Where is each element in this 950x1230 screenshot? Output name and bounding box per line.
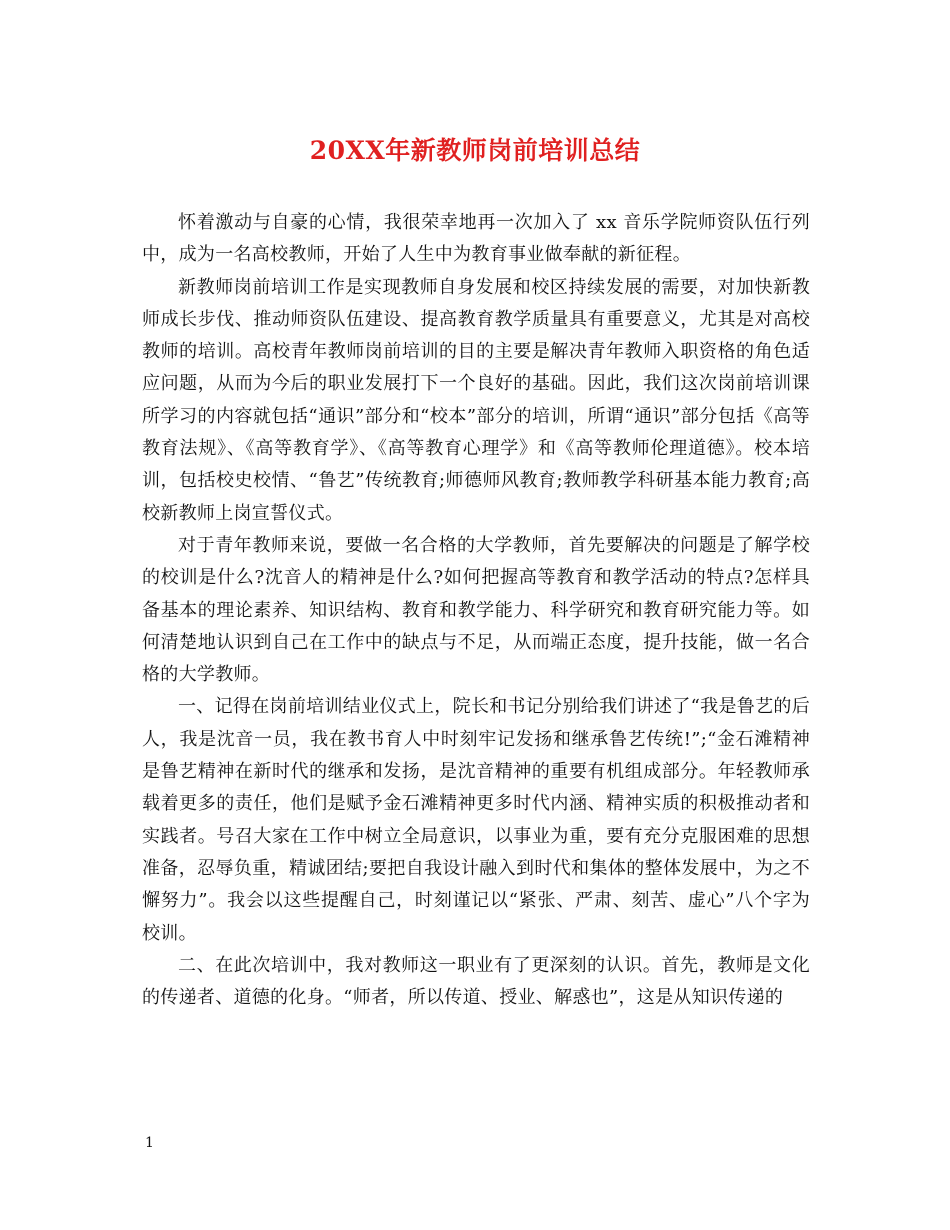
- document-title: 20XX年新教师岗前培训总结: [309, 136, 641, 165]
- paragraph-4: 一、记得在岗前培训结业仪式上，院长和书记分别给我们讲述了“我是鲁艺的后人，我是沈音一员，我在教书育人中时刻牢记发扬和继承鲁艺传统!”;“金石滩精神是鲁艺精神在新时代的继承和发扬，是沈音精神的重要有机组成部分。年轻教师承载着更多的责任，他们是赋予金石滩精神更多时代内涵、精神实质的积极推动者和实践者。号召大家在工作中树立全局意识，以事业为重，要有充分克服困难的思想准备，忍辱负重，精诚团结;要把自我设计融入到时代和集体的整体发展中，为之不懈努力”。我会以这些提醒自己，时刻谨记以“紧张、严肃、刻苦、虚心”八个字为校训。: [142, 696, 810, 944]
- paragraph-3: 对于青年教师来说，要做一名合格的大学教师，首先要解决的问题是了解学校的校训是什么?沈音人的精神是什么?如何把握高等教育和教学活动的特点?怎样具备基本的理论素养、知识结构、教育和教学能力、科学研究和教育研究能力等。如何清楚地认识到自己在工作中的缺点与不足，从而端正态度，提升技能，做一名合格的大学教师。: [142, 534, 810, 686]
- paragraph-2: 新教师岗前培训工作是实现教师自身发展和校区持续发展的需要，对加快新教师成长步伐、推动师资队伍建设、提高教育教学质量具有重要意义，尤其是对高校教师的培训。高校青年教师岗前培训的目的主要是解决青年教师入职资格的角色适应问题，从而为今后的职业发展打下一个良好的基础。因此，我们这次岗前培训课所学习的内容就包括“通识”部分和“校本”部分的培训，所谓“通识”部分包括《高等教育法规》、《高等教育学》、《高等教育心理学》和《高等教师伦理道德》。校本培训，包括校史校情、“鲁艺”传统教育;师德师风教育;教师教学科研基本能力教育;高校新教师上岗宣誓仪式。: [142, 276, 810, 524]
- document-body: [142, 207, 810, 1014]
- paragraph-5: 二、在此次培训中，我对教师这一职业有了更深刻的认识。首先，教师是文化的传递者、道德的化身。“师者，所以传道、授业、解惑也”，这是从知识传递的: [142, 954, 810, 1009]
- page-number: 1: [145, 1135, 154, 1151]
- paragraph-1: 怀着激动与自豪的心情，我很荣幸地再一次加入了 xx 音乐学院师资队伍行列中，成为一名高校教师，开始了人生中为教育事业做奉献的新征程。: [142, 212, 810, 266]
